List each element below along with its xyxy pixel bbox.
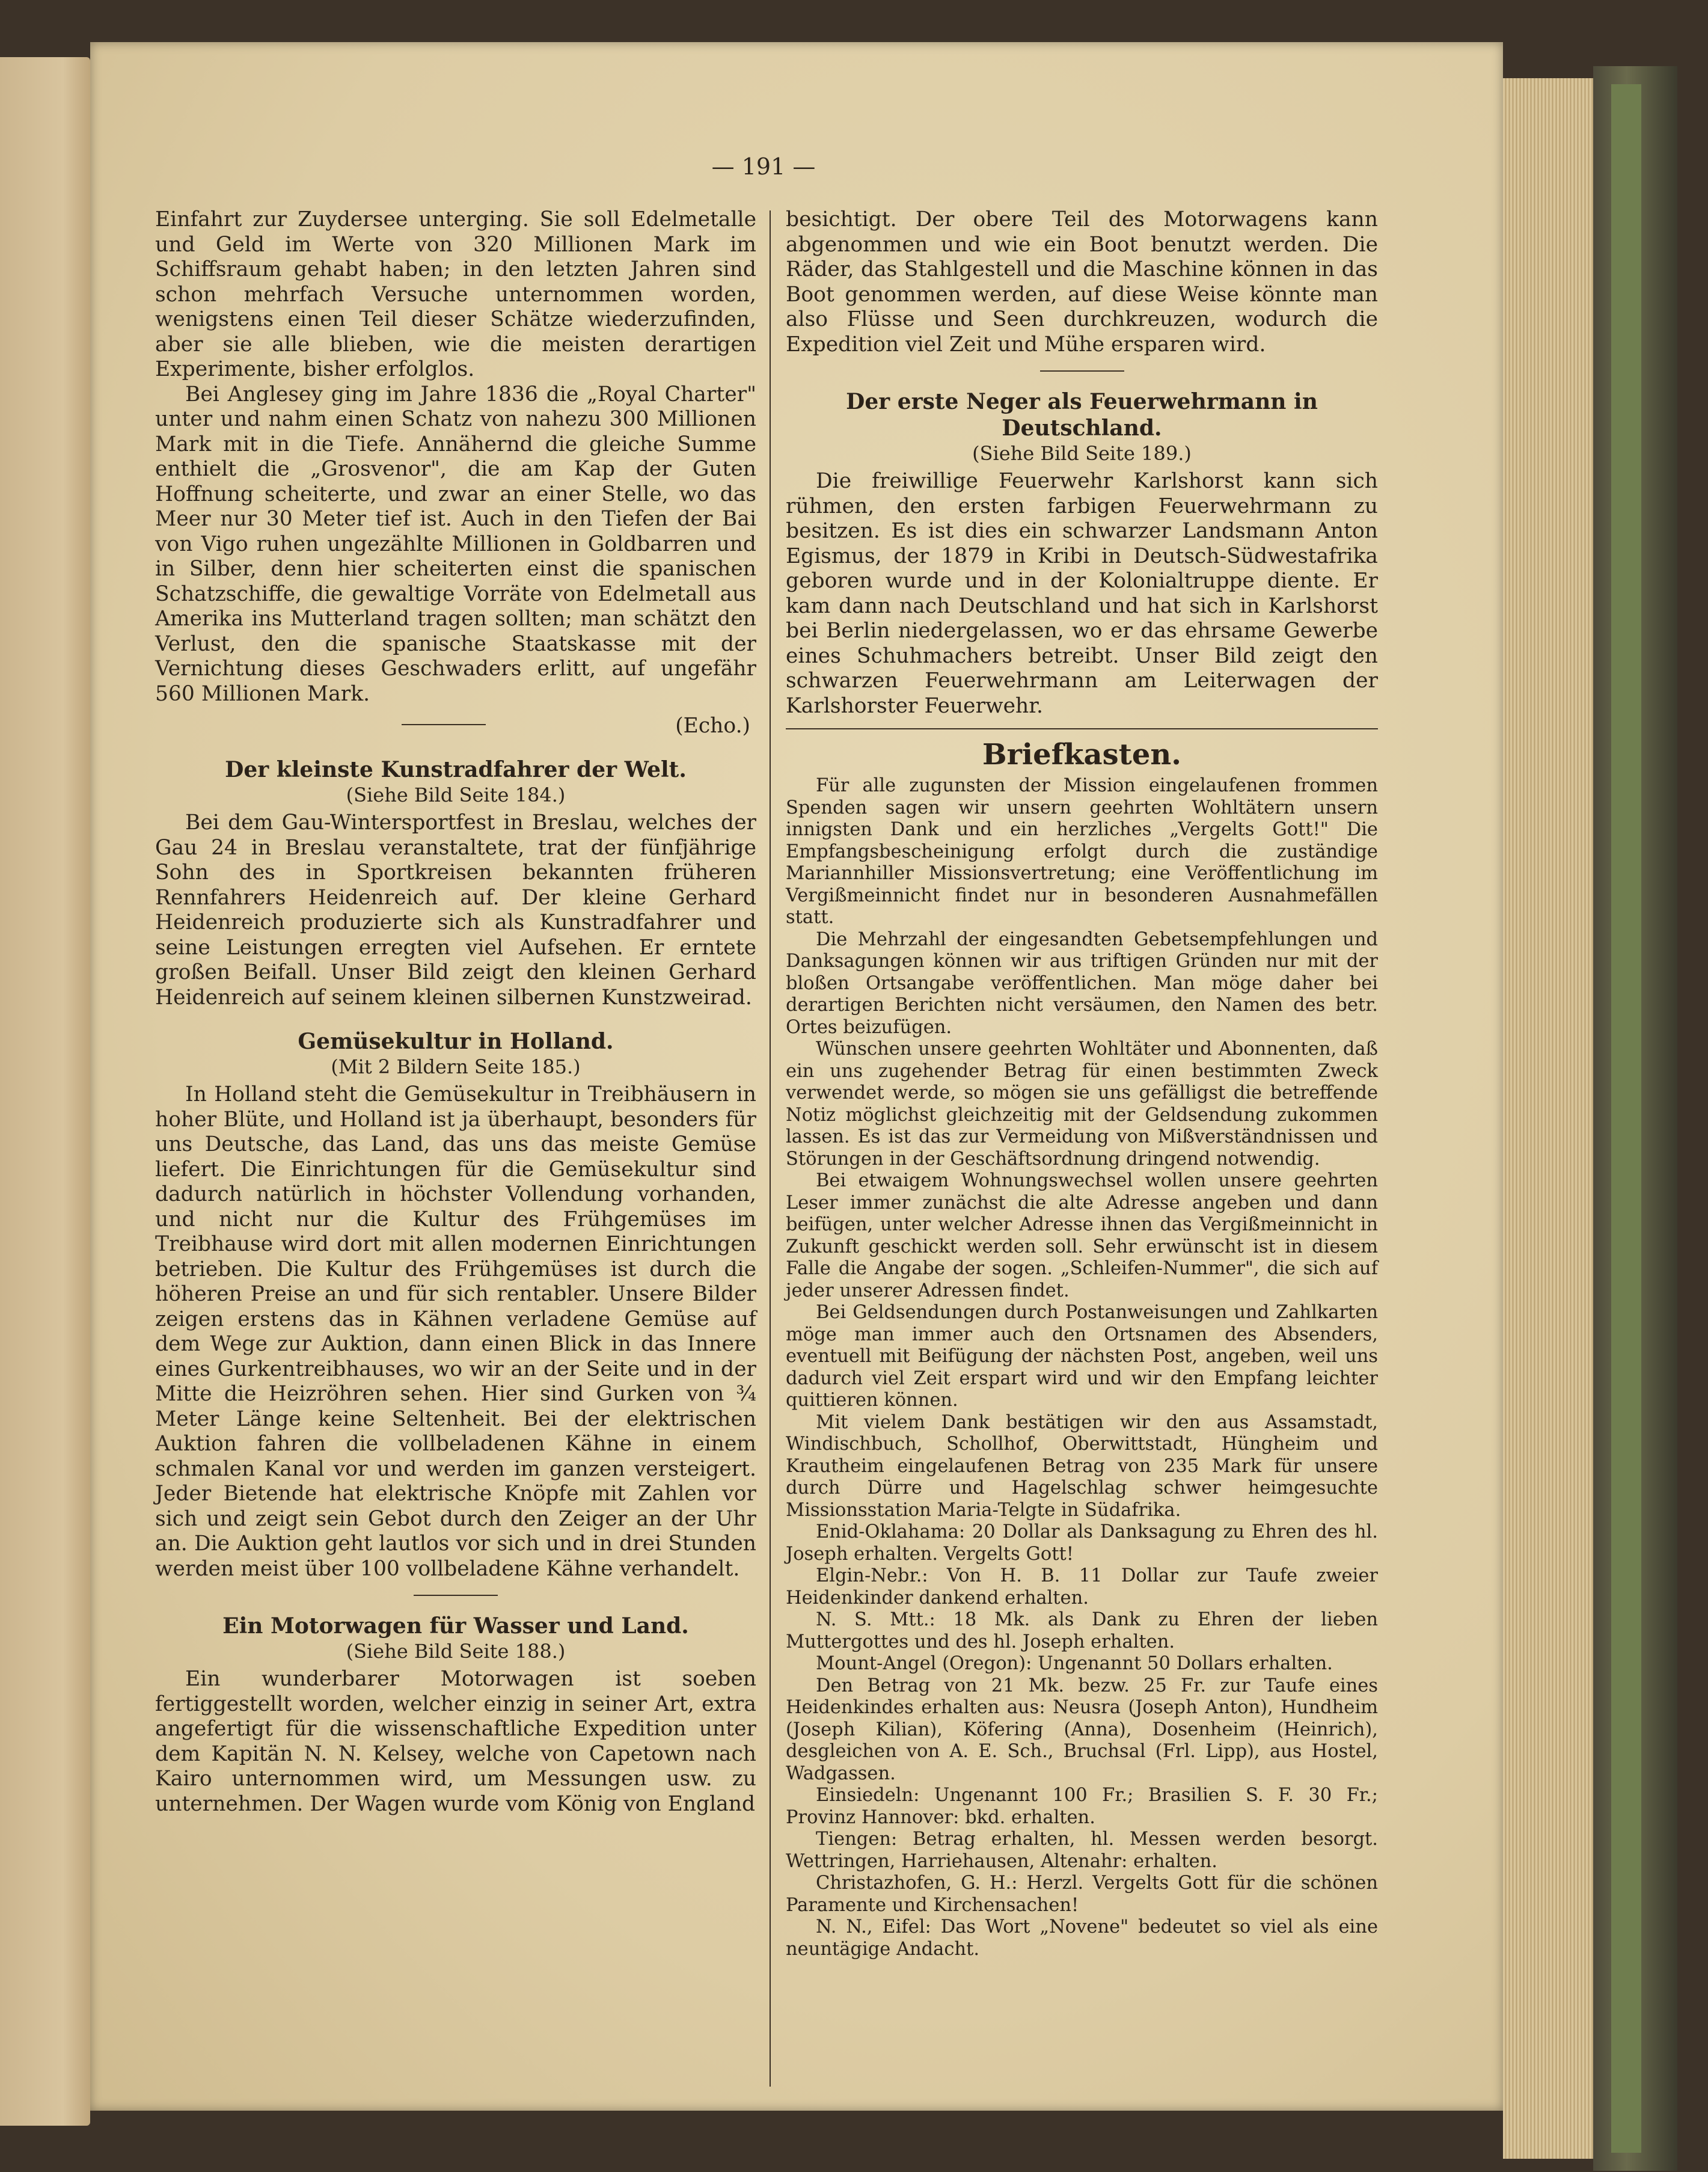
paragraph: Bei etwaigem Wohnungswechsel wollen unsere geehrten Leser immer zunächst die alte Adresse angeben und dann beifügen, unter welcher Adresse ihnen das Vergißmeinnicht in Zukunft geschickt werden soll. Sehr erwünscht ist in diesem Falle die Angabe der sogen. „Schleifen-Nummer", die sich auf jeder unserer Adressen findet. — [786, 1170, 1378, 1301]
article-subtitle: (Siehe Bild Seite 184.) — [346, 784, 566, 806]
article-subtitle: (Mit 2 Bildern Seite 185.) — [331, 1055, 581, 1078]
article-source: (Echo.) — [675, 713, 750, 738]
page-stack-edge — [1503, 78, 1593, 2159]
section-divider — [786, 728, 1378, 729]
article-title: Ein Motorwagen für Wasser und Land. — [222, 1613, 689, 1639]
paragraph: Mount-Angel (Oregon): Ungenannt 50 Dollars erhalten. — [816, 1653, 1333, 1674]
letterbox-title: Briefkasten. — [982, 738, 1181, 772]
paragraph: Tiengen: Betrag erhalten, hl. Messen werden besorgt. Wettringen, Harriehausen, Altenahr: erhalten. — [786, 1829, 1378, 1872]
letterbox-body — [786, 775, 1378, 1960]
divider — [414, 1595, 498, 1596]
divider — [402, 724, 486, 725]
paragraph: Enid-Oklahama: 20 Dollar als Danksagung zu Ehren des hl. Joseph erhalten. Vergelts Gott! — [786, 1521, 1378, 1565]
article-subtitle: (Siehe Bild Seite 189.) — [972, 442, 1192, 465]
paragraph: Wünschen unsere geehrten Wohltäter und Abonnenten, daß ein uns zugehender Betrag für einen bestimmten Zweck verwendet werde, so mögen sie uns gefälligst die betreffende Notiz möglichst gleichzeitig mit der Geldsendung zukommen lassen. Es ist das zur Vermeidung von Mißverständnissen und Störungen in der Geschäftsordnung dringend notwendig. — [786, 1038, 1378, 1170]
paragraph: Bei Geldsendungen durch Postanweisungen und Zahlkarten möge man immer auch den Ortsnamen des Absenders, eventuell mit Beifügung der nächsten Post, angeben, weil uns dadurch viel Zeit erspart wird und wir den Empfang leichter quittieren können. — [786, 1302, 1378, 1411]
paragraph: Elgin-Nebr.: Von H. B. 11 Dollar zur Taufe zweier Heidenkinder dankend erhalten. — [786, 1565, 1378, 1609]
paragraph: Bei Anglesey ging im Jahre 1836 die „Royal Charter" unter und nahm einen Schatz von nahezu 300 Millionen Mark mit in die Tiefe. Annähernd die gleiche Summe enthielt die „Grosvenor", die am Kap der Guten Hoffnung scheiterte, und zwar an einer Stelle, wo das Meer nur 30 Meter tief ist. Auch in den Tiefen der Bai von Vigo ruhen ungezählte Millionen in Goldbarren und in Silber, denn hier scheiterten einst die spanischen Schatzschiffe, die gewaltige Vorräte von Edelmetall aus Amerika ins Mutterland tragen sollten; man schätzt den Verlust, den die spanische Staatskasse mit der Vernichtung dieses Geschwaders erlitt, auf ungefähr 560 Millionen Mark. — [155, 382, 756, 706]
paragraph: Mit vielem Dank bestätigen wir den aus Assamstadt, Windischbuch, Schollhof, Oberwittstadt, Hüngheim und Krautheim eingelaufenen Betrag von 235 Mark für unsere durch Dürre und Hagelschlag schwer heimgesuchte Missionsstation Maria-Telgte in Südafrika. — [786, 1411, 1378, 1521]
facing-page-edge — [0, 57, 90, 2126]
paragraph: Bei dem Gau-Wintersportfest in Breslau, welches der Gau 24 in Breslau veranstaltete, trat der fünfjährige Sohn des in Sportkreisen bekannten früheren Rennfahrers Heidenreich auf. Der kleine Gerhard Heidenreich produzierte sich als Kunstradfahrer und seine Leistungen erregten viel Aufsehen. Er erntete großen Beifall. Unser Bild zeigt den kleinen Gerhard Heidenreich auf seinem kleinen silbernen Kunstzweirad. — [155, 811, 756, 1010]
divider — [1040, 370, 1124, 372]
paragraph: Ein wunderbarer Motorwagen ist soeben fertiggestellt worden, welcher einzig in seiner Art, extra angefertigt für die wissenschaftliche Expedition unter dem Kapitän N. N. Kelsey, welche von Capetown nach Kairo unternommen wird, um Messungen usw. zu unternehmen. Der Wagen wurde vom König von England — [155, 1667, 756, 1816]
paragraph: Den Betrag von 21 Mk. bezw. 25 Fr. zur Taufe eines Heidenkindes erhalten aus: Neusra (Joseph Anton), Hundheim (Joseph Kilian), Köfering (Anna), Dosenheim (Heinrich), desgleichen von A. E. Sch., Bruchsal (Frl. Lipp), aus Hostel, Wadgassen. — [786, 1675, 1378, 1784]
article-title: Gemüsekultur in Holland. — [298, 1029, 614, 1054]
paragraph: Die Mehrzahl der eingesandten Gebetsempfehlungen und Danksagungen können wir aus triftigen Gründen nur mit der bloßen Ortsangabe veröffentlichen. Man möge daher bei derartigen Berichten nicht versäumen, den Namen des betr. Ortes beizufügen. — [786, 928, 1378, 1038]
left-column — [155, 207, 756, 1817]
paragraph: N. N., Eifel: Das Wort „Novene" bedeutet so viel als eine neuntägige Andacht. — [786, 1916, 1378, 1960]
paragraph: In Holland steht die Gemüsekultur in Treibhäusern in hoher Blüte, und Holland ist ja überhaupt, besonders für uns Deutsche, das Land, das uns das meiste Gemüse liefert. Die Einrichtungen für die Gemüsekultur sind dadurch natürlich in höchster Vollendung vorhanden, und nicht nur die Kultur des Frühgemüses im Treibhause wird dort mit allen modernen Einrichtungen betrieben. Die Kultur des Frühgemüses ist durch die höheren Preise an und für sich rentabler. Unsere Bilder zeigen erstens das in Kähnen verladene Gemüse auf dem Wege zur Auktion, dann einen Blick in das Innere eines Gurkentreibhauses, wo wir an der Seite und in der Mitte die Heizröhren sehen. Hier sind Gurken von ¾ Meter Länge keine Seltenheit. Bei der elektrischen Auktion fahren die vollbeladenen Kähne in einem schmalen Kanal vor und werden im ganzen versteigert. Jeder Bietende hat elektrische Knöpfe mit Zahlen vor sich und zeigt sein Gebot durch den Zeiger an der Uhr an. Die Auktion geht lautlos vor sich und in drei Stunden werden meist über 100 vollbeladene Kähne verhandelt. — [155, 1082, 756, 1581]
right-column — [786, 207, 1378, 1960]
article-subtitle: (Siehe Bild Seite 188.) — [346, 1640, 566, 1663]
paragraph: Einfahrt zur Zuydersee unterging. Sie soll Edelmetalle und Geld im Werte von 320 Millionen Mark im Schiffsraum gehabt haben; in den letzten Jahren sind schon mehrfach Versuche unternommen worden, wenigstens einen Teil dieser Schätze wiederzufinden, aber sie alle blieben, wie die meisten derartigen Experimente, bisher erfolglos. — [155, 207, 756, 381]
cover-binding-stripe — [1611, 84, 1641, 2153]
article-title: Der kleinste Kunstradfahrer der Welt. — [225, 757, 687, 782]
page-number: — 191 — — [711, 153, 816, 180]
paragraph: Einsiedeln: Ungenannt 100 Fr.; Brasilien S. F. 30 Fr.; Provinz Hannover: bkd. erhalten. — [786, 1785, 1378, 1828]
paragraph: Für alle zugunsten der Mission eingelaufenen frommen Spenden sagen wir unsern geehrten Wohltätern unsern innigsten Dank und ein herzliches „Vergelts Gott!" Die Empfangsbescheinigung erfolgt durch die zuständige Mariannhiller Missionsvertretung; eine Veröffentlichung im Vergißmeinnicht findet nur in besonderen Ausnahmefällen statt. — [786, 775, 1378, 928]
paragraph: Die freiwillige Feuerwehr Karlshorst kann sich rühmen, den ersten farbigen Feuerwehrmann zu besitzen. Es ist dies ein schwarzer Landsmann Anton Egismus, der 1879 in Kribi in Deutsch-Südwestafrika geboren wurde und in der Kolonialtruppe diente. Er kam dann nach Deutschland und hat sich in Karlshorst bei Berlin niedergelassen, wo er das ehrsame Gewerbe eines Schuhmachers betreibt. Unser Bild zeigt den schwarzen Feuerwehrmann am Leiterwagen der Karlshorster Feuerwehr. — [786, 469, 1378, 718]
paragraph: besichtigt. Der obere Teil des Motorwagens kann abgenommen und wie ein Boot benutzt werden. Die Räder, das Stahlgestell und die Maschine können in das Boot genommen werden, auf diese Weise könnte man also Flüsse und Seen durchkreuzen, wodurch die Expedition viel Zeit und Mühe ersparen wird. — [786, 207, 1378, 357]
paragraph: N. S. Mtt.: 18 Mk. als Dank zu Ehren der lieben Muttergottes und des hl. Joseph erhalten. — [786, 1609, 1378, 1652]
article-title: Der erste Neger als Feuerwehrmann in Deutschland. — [846, 389, 1318, 441]
column-divider — [770, 210, 771, 2087]
paragraph: Christazhofen, G. H.: Herzl. Vergelts Gott für die schönen Paramente und Kirchensachen! — [786, 1873, 1378, 1916]
